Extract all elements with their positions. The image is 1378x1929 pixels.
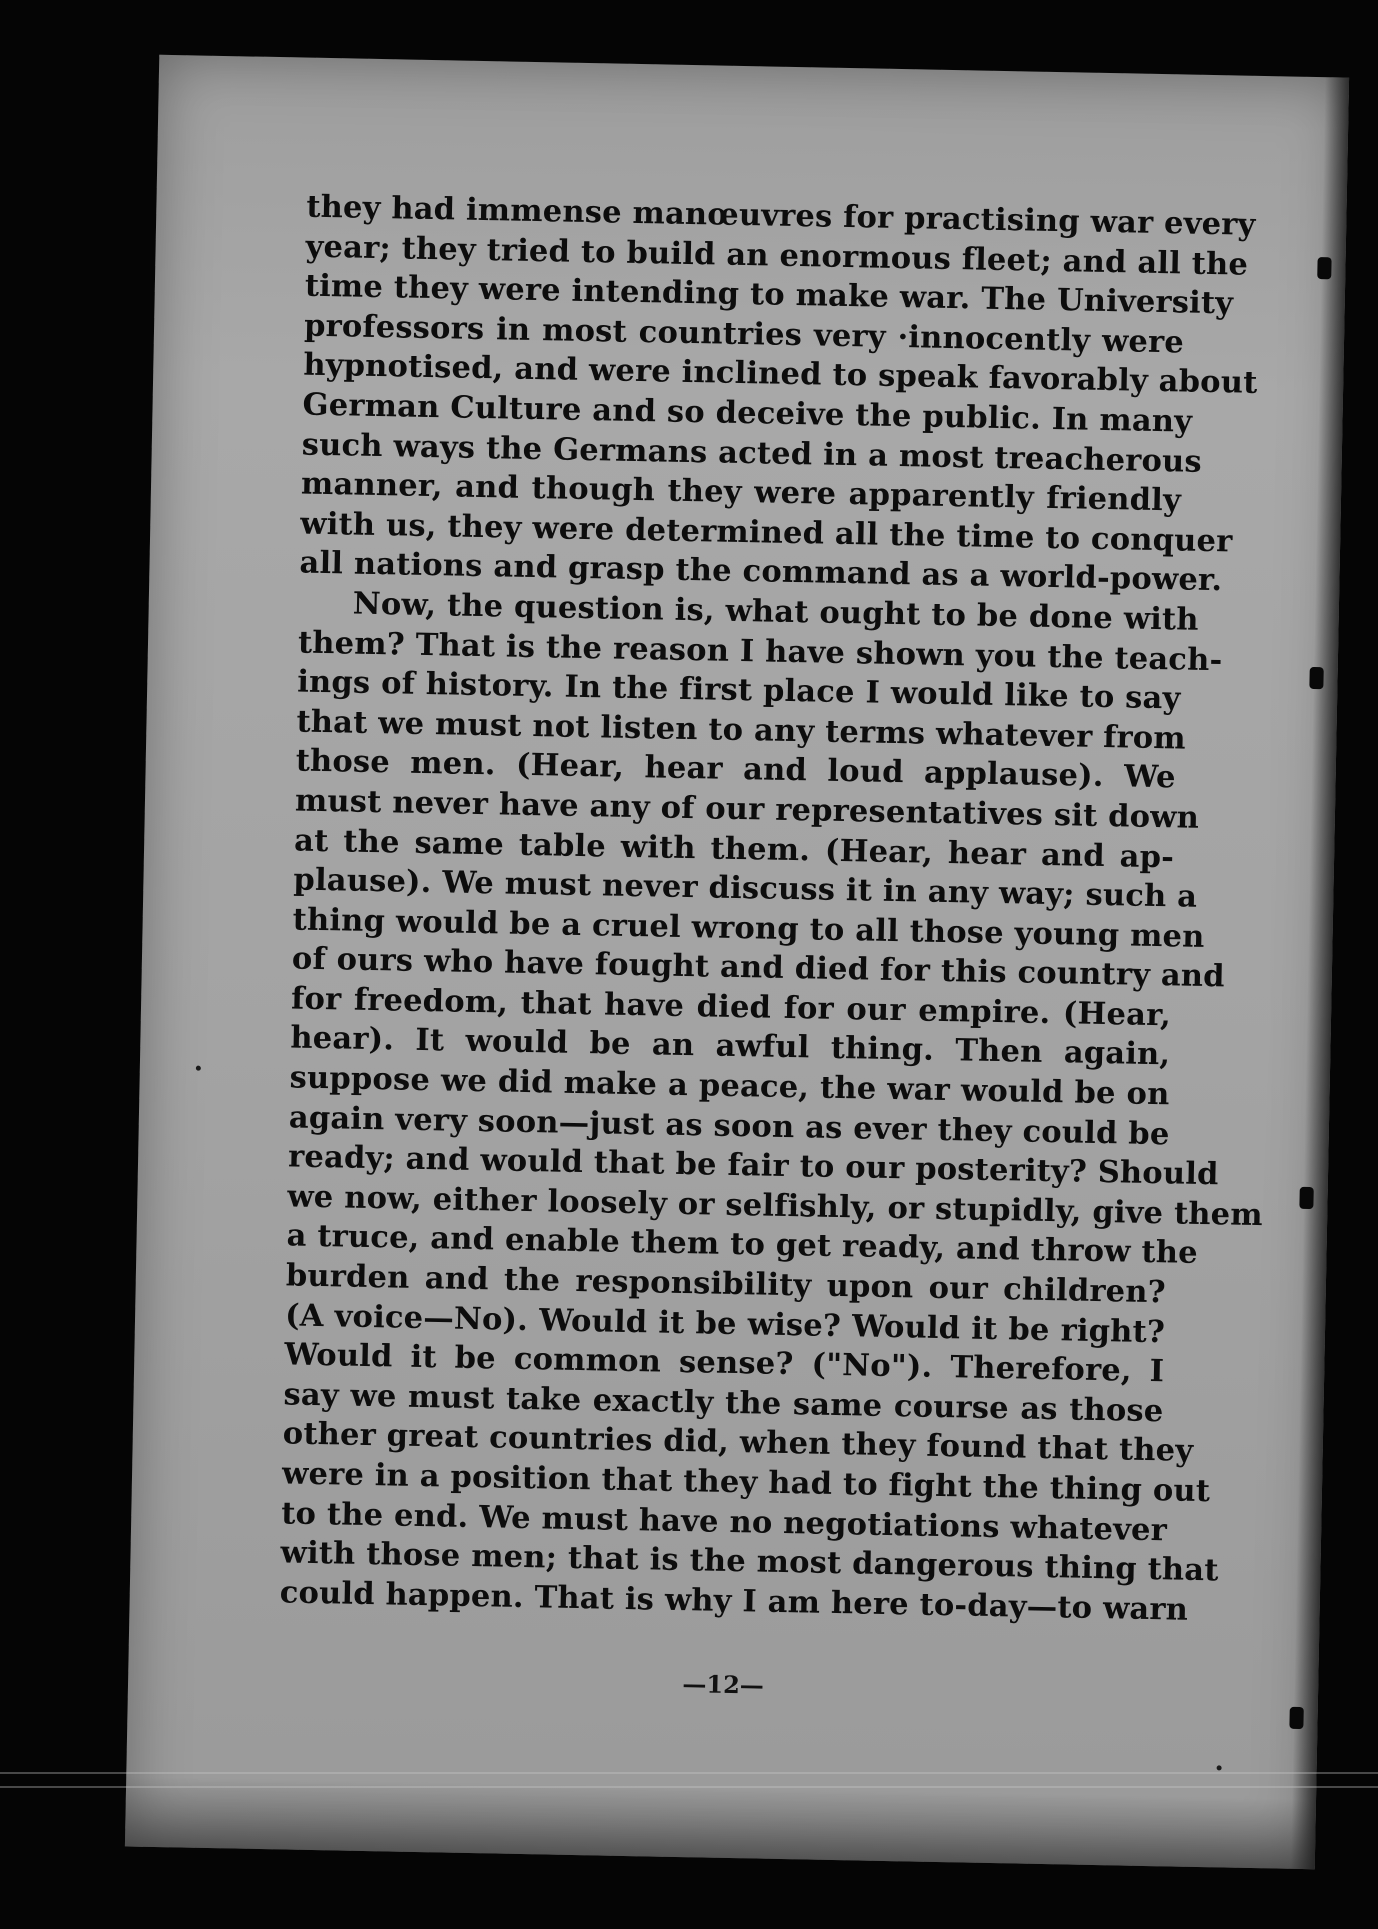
scan-artifact-line: [0, 1786, 1378, 1788]
text-line: for freedom, that have died for our empire. (Hear,: [290, 980, 1172, 1034]
binding-hole-mark: [1289, 1707, 1303, 1729]
text-line: with us, they were determined all the time to conquer: [299, 505, 1233, 560]
text-line: (A voice—No). Would it be wise? Would it be right?: [284, 1297, 1166, 1350]
text-line: year; they tried to build an enormous fleet; and all the: [305, 228, 1249, 283]
text-line: say we must take exactly the same course as those: [283, 1376, 1164, 1430]
text-line: thing would be a cruel wrong to all those young men: [292, 901, 1205, 955]
paper-speck: [1217, 1765, 1222, 1770]
paragraph-start-line: Now, the question is, what ought to be done with: [352, 585, 1200, 638]
binding-hole-mark: [1317, 257, 1331, 279]
text-line: were in a position that they had to fight the thing out: [281, 1455, 1211, 1510]
text-line: could happen. That is why I am here to-day—to warn: [279, 1574, 1189, 1628]
text-line: again very soon—just as soon as ever they could be: [288, 1099, 1170, 1152]
text-line: all nations and grasp the command as a world-power.: [299, 544, 1223, 599]
text-line: Would it be common sense? ("No"). Therefore, I: [284, 1336, 1165, 1390]
text-line: hypnotised, and were inclined to speak favorably about: [303, 346, 1258, 402]
text-line: time they were intending to make war. The University: [304, 267, 1234, 322]
text-line: with those men; that is the most dangerous thing that: [280, 1534, 1219, 1589]
text-line: manner, and though they were apparently friendly: [300, 465, 1182, 519]
body-text: [279, 188, 1264, 1630]
paper-speck: [196, 1066, 201, 1071]
binding-hole-mark: [1309, 667, 1323, 689]
text-line: that we must not listen to any terms whatever from: [296, 703, 1187, 757]
text-line: plause). We must never discuss it in any way; such a: [293, 861, 1198, 915]
text-line: suppose we did make a peace, the war would be on: [289, 1059, 1170, 1113]
text-line: burden and the responsibility upon our children?: [285, 1257, 1167, 1311]
scan-artifact-line: [0, 1772, 1378, 1774]
page-number: —12—: [682, 1669, 765, 1700]
text-line: at the same table with them. (Hear, hear and ap-: [293, 821, 1175, 875]
text-line: such ways the Germans acted in a most treacherous: [301, 426, 1203, 480]
text-line: ings of history. In the first place I would like to say: [296, 663, 1181, 717]
page-sheet: [125, 55, 1349, 1870]
binding-hole-mark: [1299, 1187, 1313, 1209]
text-line: we now, either loosely or selfishly, or stupidly, give them: [287, 1178, 1264, 1233]
text-line: they had immense manœuvres for practising war every: [306, 188, 1256, 243]
text-line: them? That is the reason I have shown you the teach-: [297, 624, 1223, 678]
text-line: those men. (Hear, hear and loud applause). We: [295, 742, 1176, 796]
text-line: other great countries did, when they found that they: [282, 1415, 1194, 1470]
text-line: to the end. We must have no negotiations whatever: [280, 1494, 1168, 1548]
text-line: ready; and would that be fair to our posterity? Should: [287, 1138, 1219, 1193]
text-line: of ours who have fought and died for this country and: [291, 940, 1226, 995]
text-line: a truce, and enable them to get ready, and throw the: [286, 1217, 1199, 1272]
text-line: German Culture and so deceive the public. In many: [302, 386, 1193, 440]
text-line: professors in most countries very ·innocently were: [303, 307, 1185, 361]
text-line: must never have any of our representatives sit down: [294, 782, 1200, 836]
text-line: hear). It would be an awful thing. Then again,: [290, 1019, 1171, 1073]
